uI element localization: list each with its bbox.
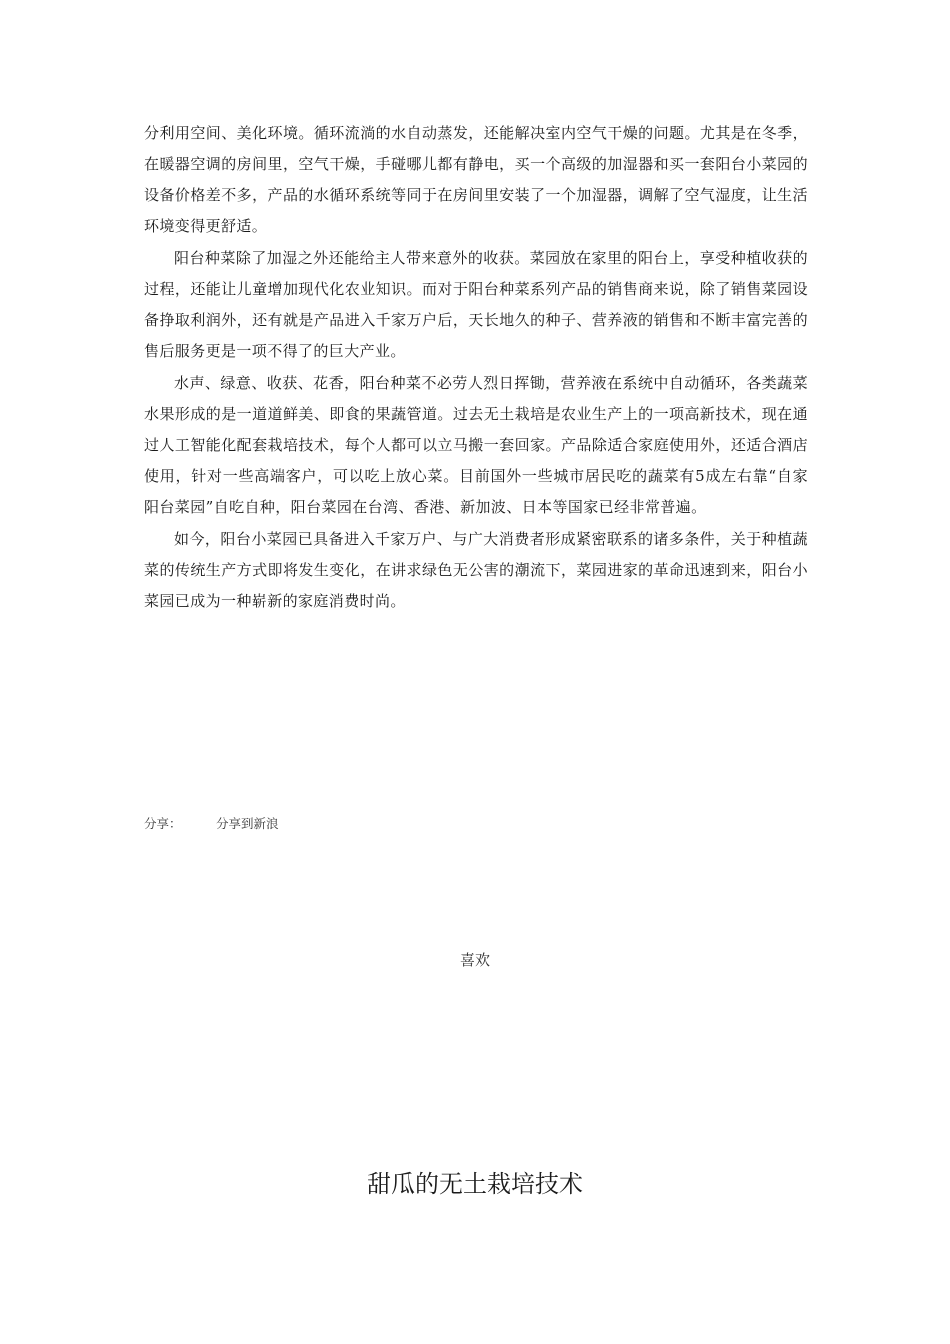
like-button[interactable]: 喜欢: [459, 951, 490, 969]
article-body: [144, 118, 808, 617]
share-to-sina-link[interactable]: 分享到新浪: [216, 816, 279, 831]
article-paragraph: 水声、绿意、收获、花香，阳台种菜不必劳人烈日挥锄，营养液在系统中自动循环，各类蔬菜水果形成的是一道道鲜美、即食的果蔬管道。过去无土栽培是农业生产上的一项高新技术，现在通过人工智能化配套栽培技术，每个人都可以立马搬一套回家。产品除适合家庭使用外，还适合酒店使用，针对一些高端客户，可以吃上放心菜。目前国外一些城市居民吃的蔬菜有5成左右靠“自家阳台菜园”自吃自种，阳台菜园在台湾、香港、新加波、日本等国家已经非常普遍。: [144, 374, 808, 516]
next-article-title: 甜瓜的无土栽培技术: [367, 1170, 583, 1198]
article-paragraph: 如今，阳台小菜园已具备进入千家万户、与广大消费者形成紧密联系的诸多条件，关于种植蔬菜的传统生产方式即将发生变化，在讲求绿色无公害的潮流下，菜园进家的革命迅速到来，阳台小菜园已成为一种崭新的家庭消费时尚。: [144, 530, 808, 610]
share-label: 分享：: [144, 816, 182, 831]
article-paragraph: 阳台种菜除了加湿之外还能给主人带来意外的收获。菜园放在家里的阳台上，享受种植收获的过程，还能让儿童增加现代化农业知识。而对于阳台种菜系列产品的销售商来说，除了销售菜园设备挣取利润外，还有就是产品进入千家万户后，天长地久的种子、营养液的销售和不断丰富完善的售后服务更是一项不得了的巨大产业。: [144, 249, 808, 360]
share-bar: [144, 814, 279, 834]
article-paragraph: 分利用空间、美化环境。循环流淌的水自动蒸发，还能解决室内空气干燥的问题。尤其是在冬季，在暖器空调的房间里，空气干燥，手碰哪儿都有静电，买一个高级的加湿器和买一套阳台小菜园的设备价格差不多，产品的水循环系统等同于在房间里安装了一个加湿器，调解了空气湿度，让生活环境变得更舒适。: [144, 124, 808, 235]
